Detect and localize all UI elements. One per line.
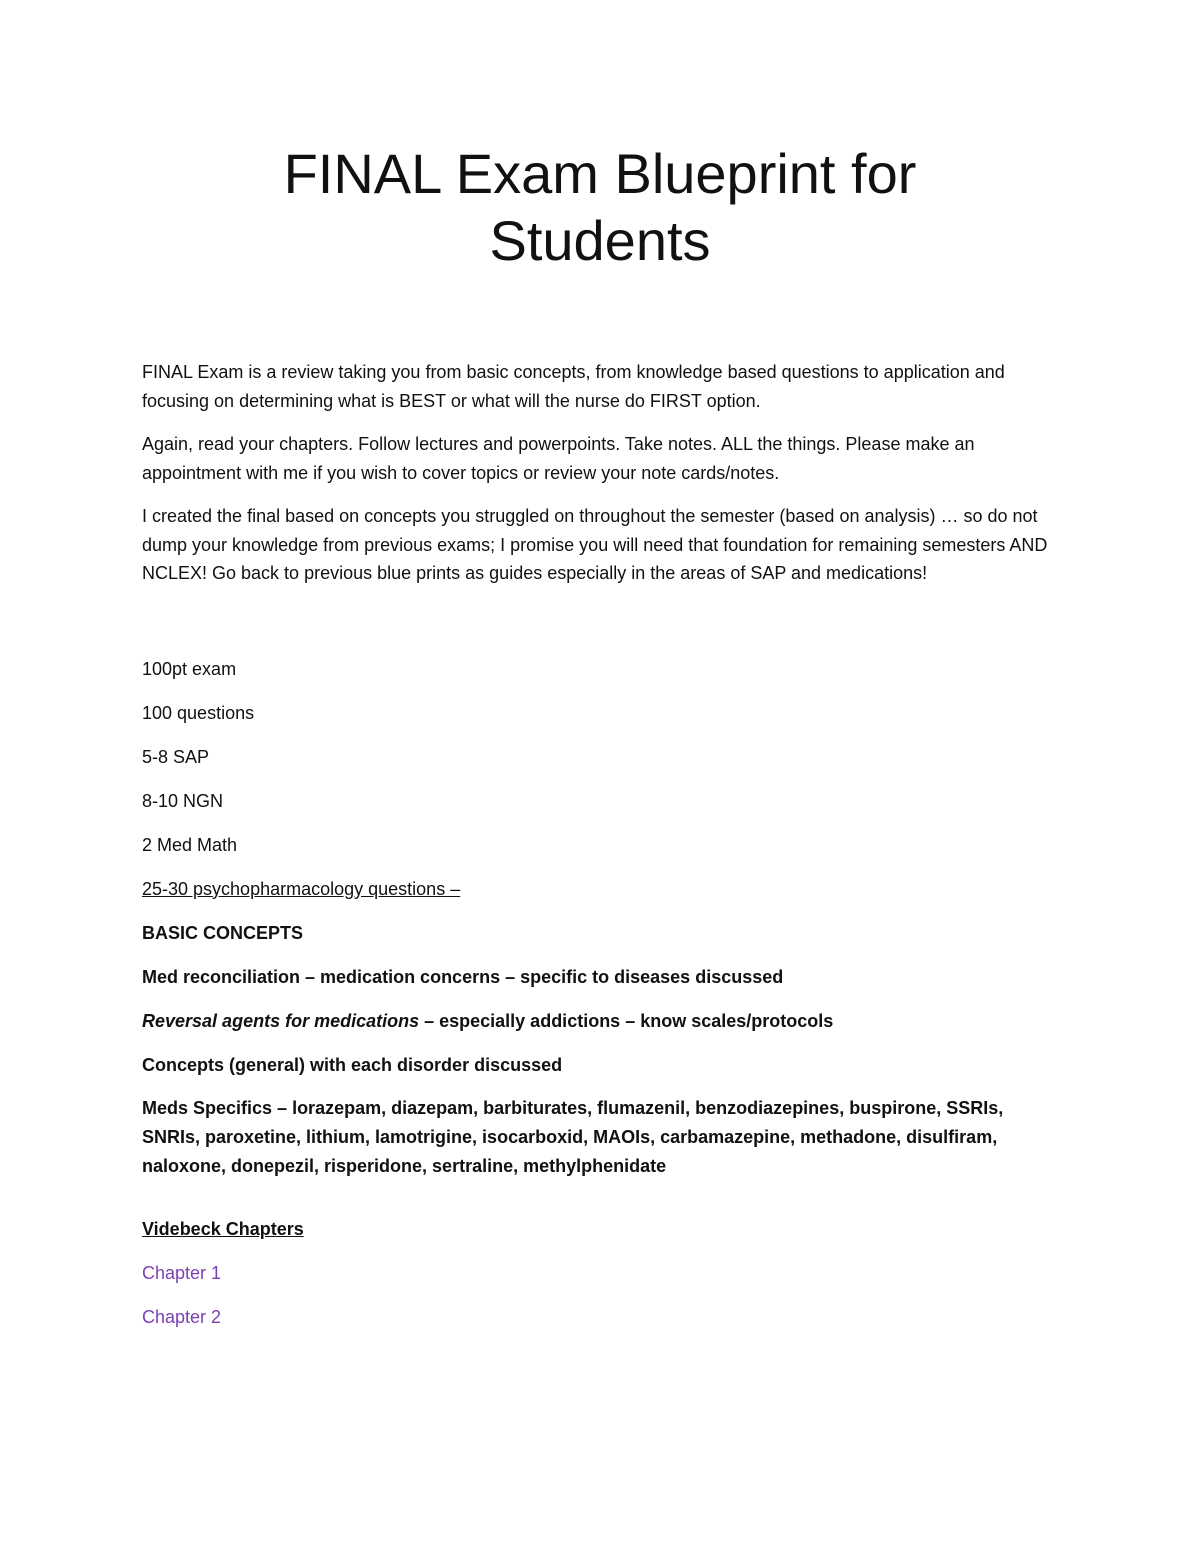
- spacer: [142, 1181, 1062, 1207]
- final-basis-paragraph: I created the final based on concepts you struggled on throughout the semester (based on analysis) … so do not dump your knowledge from previous exams; I promise you will need that foundation for remaining semesters AND NCLEX! Go back to previous blue prints as guides especially in the areas of SAP and medications!: [142, 506, 1048, 583]
- ngn-count-item: 8-10 NGN: [142, 790, 224, 811]
- med-math-item: 2 Med Math: [142, 834, 238, 855]
- basic-concepts-heading: BASIC CONCEPTS: [142, 922, 304, 943]
- question-count-item: 100 questions: [142, 702, 255, 723]
- psychopharmacology-heading: 25-30 psychopharmacology questions –: [142, 878, 461, 899]
- meds-specifics-paragraph: Meds Specifics – lorazepam, diazepam, barbiturates, flumazenil, benzodiazepines, buspirone, SSRIs, SNRIs, paroxetine, lithium, lamotrigine, isocarboxid, MAOIs, carbamazepine, methadone, disulfiram, naloxone, donepezil, risperidone, sertraline, methylphenidate: [142, 1097, 1004, 1176]
- videbeck-chapters-heading: Videbeck Chapters: [142, 1218, 304, 1239]
- exam-points-item: 100pt exam: [142, 658, 237, 679]
- study-advice-paragraph: Again, read your chapters. Follow lectures and powerpoints. Take notes. ALL the things. Please make an appointment with me if you wish to cover topics or review your note cards/notes.: [142, 434, 975, 483]
- reversal-agents-label: Reversal agents for medications: [142, 1010, 420, 1031]
- title-line-1: FINAL Exam Blueprint for: [283, 142, 917, 205]
- med-reconciliation-line: Med reconciliation – medication concerns – specific to diseases discussed: [142, 966, 784, 987]
- sap-count-item: 5-8 SAP: [142, 746, 210, 767]
- title-line-2: Students: [489, 209, 711, 272]
- concepts-general-line: Concepts (general) with each disorder discussed: [142, 1054, 563, 1075]
- spacer: [142, 603, 1062, 647]
- chapter-1-link[interactable]: Chapter 1: [142, 1262, 222, 1283]
- intro-paragraph: FINAL Exam is a review taking you from basic concepts, from knowledge based questions to application and focusing on determining what is BEST or what will the nurse do FIRST option.: [142, 362, 1005, 411]
- chapter-2-link[interactable]: Chapter 2: [142, 1306, 222, 1327]
- reversal-agents-detail: – especially addictions – know scales/protocols: [419, 1010, 834, 1031]
- document-title: [200, 140, 1000, 274]
- document-body: [142, 358, 1062, 1339]
- reversal-agents-line: [142, 999, 1062, 1043]
